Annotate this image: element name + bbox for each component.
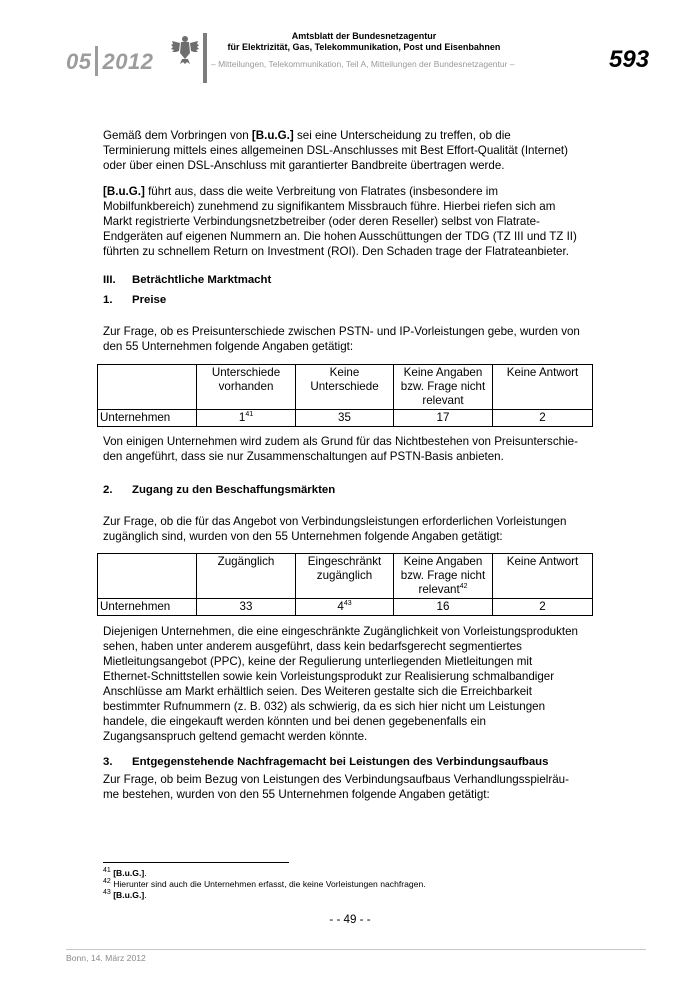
section-2-title: Zugang zu den Beschaffungsmärkten <box>132 484 336 496</box>
table-cell: 16 <box>394 599 493 616</box>
hdr-text: Unterschiede <box>310 380 379 393</box>
section-1-after <box>103 434 603 464</box>
table-header-cell <box>296 554 394 599</box>
s3-line1: Zur Frage, ob beim Bezug von Leistungen des Verbindungsaufbaus Verhandlungsspielräu- <box>103 773 569 786</box>
page-number: 593 <box>609 46 650 73</box>
section-iii-title: Beträchtliche Marktmacht <box>132 274 272 286</box>
table-cell <box>296 599 394 616</box>
p2-name: [B.u.G.] <box>103 185 145 198</box>
footnote-ref: 43 <box>343 600 352 608</box>
section-3-intro <box>103 772 603 802</box>
section-2-intro <box>103 514 603 544</box>
intro-paragraph-2 <box>103 184 603 259</box>
p2-line2: Mobilfunkbereich) zunehmend zu signifikantem Missbrauch führe. Hierbei riefen sich am <box>103 200 556 213</box>
header-subtitle: – Mitteilungen, Telekommunikation, Teil A, Mitteilungen der Bundesnetzagentur – <box>211 59 515 69</box>
s2-after-line: bestimmter Rufnummern (z. B. 032) als schwierig, da es sich hier nicht um Leistungen <box>103 700 546 713</box>
hdr-text: Zugänglich <box>217 555 275 568</box>
hdr-text: Eingeschränkt <box>307 555 382 568</box>
footnote-ref: 42 <box>459 583 468 591</box>
p1-lead: Gemäß dem Vorbringen von <box>103 129 252 142</box>
cell-value: 4 <box>337 600 344 613</box>
footnote-43 <box>103 890 147 900</box>
issue-no: 05 <box>66 49 92 74</box>
hdr-text: Keine <box>329 366 360 379</box>
section-3-heading <box>103 755 548 770</box>
hdr-text: bzw. Frage nicht <box>400 380 486 393</box>
issue-year: 2012 <box>102 49 154 74</box>
issue-number <box>66 46 153 76</box>
table-cell: 35 <box>296 410 394 427</box>
footnote-num: 43 <box>103 889 111 897</box>
table-header-cell <box>493 554 593 599</box>
procurement-access-table <box>97 553 593 616</box>
s1-intro-line2: den 55 Unternehmen folgende Angaben getätigt: <box>103 340 354 353</box>
federal-eagle-icon <box>170 33 200 65</box>
table-header-cell <box>394 365 493 410</box>
footnote-41 <box>103 868 147 878</box>
intro-paragraph-1 <box>103 128 603 173</box>
table-row-label: Unternehmen <box>98 410 197 427</box>
footnote-num: 42 <box>103 878 111 886</box>
s2-after-line: Anschlüsse am Markt erhältlich seien. Des Weiteren gestalte sich die Erreichbarkeit <box>103 685 532 698</box>
section-iii-num: III. <box>103 274 116 286</box>
table-header-cell <box>197 554 296 599</box>
footnote-trail: . <box>144 868 147 878</box>
s2-after-line: handele, die eingekauft werden könnten und bei denen gegebenenfalls ein <box>103 715 486 728</box>
hdr-text: Keine Antwort <box>506 555 579 568</box>
footnote-trail: . <box>144 890 147 900</box>
footer-place-date: Bonn, 14. März 2012 <box>66 953 146 963</box>
section-2-heading <box>103 483 335 498</box>
issue-divider <box>95 46 98 76</box>
s2-after-line: Zugangsanspruch geltend gemacht werden könnte. <box>103 730 368 743</box>
table-header-cell <box>493 365 593 410</box>
s2-after-line: Ethernet-Schnittstellen sowie kein Vorleistungsprodukt zur Realisierung schmalbandiger <box>103 670 555 683</box>
price-difference-table <box>97 364 593 427</box>
footer-rule <box>66 949 646 950</box>
table-corner-cell <box>98 554 197 599</box>
cell-value: 1 <box>238 411 246 424</box>
table-cell: 33 <box>197 599 296 616</box>
table-header-cell <box>394 554 493 599</box>
footnote-text: [B.u.G.] <box>113 890 145 900</box>
hdr-text: bzw. Frage nicht <box>400 569 486 582</box>
table-header-cell <box>296 365 394 410</box>
table-row <box>98 410 593 427</box>
table-cell: 17 <box>394 410 493 427</box>
footnote-42 <box>103 879 426 889</box>
p2-line3: Markt registrierte Verbindungsnetzbetreiber (oder deren Reseller) selbst von Flatrate- <box>103 215 540 228</box>
hdr-text: Unterschiede <box>211 366 281 379</box>
s3-line2: me bestehen, wurden von den 55 Unternehmen folgende Angaben getätigt: <box>103 788 490 801</box>
table-header-row <box>98 365 593 410</box>
s2-after-line: Mietleitungsangebot (PPC), keine der Regulierung unterliegenden Mietleitungen mit <box>103 655 533 668</box>
footnote-ref: 41 <box>245 411 254 419</box>
hdr-text: Keine Angaben <box>403 555 483 568</box>
page-marker: - - 49 - - <box>329 913 371 926</box>
table-header-cell <box>197 365 296 410</box>
section-2-num: 2. <box>103 484 113 496</box>
p1-line1-rest: sei eine Unterscheidung zu treffen, ob die <box>293 129 511 142</box>
p1-line3: oder über einen DSL-Anschluss mit garantierter Bandbreite übertragen werde. <box>103 159 505 172</box>
section-2-after <box>103 624 603 744</box>
table-header-row <box>98 554 593 599</box>
s1-after-line2: den angeführt, dass sie nur Zusammenschaltungen auf PSTN-Basis anbieten. <box>103 450 504 463</box>
hdr-text: vorhanden <box>218 380 274 393</box>
footnote-num: 41 <box>103 867 111 875</box>
footnote-rule <box>103 862 289 863</box>
hdr-text: relevant <box>422 394 464 407</box>
s2-intro-line2: zugänglich sind, wurden von den 55 Unternehmen folgende Angaben getätigt: <box>103 530 503 543</box>
table-cell: 2 <box>493 410 593 427</box>
header-divider <box>203 33 207 83</box>
footnote-text: Hierunter sind auch die Unternehmen erfasst, die keine Vorleistungen nachfragen. <box>113 879 426 889</box>
section-1-heading <box>103 293 166 308</box>
section-1-intro <box>103 324 603 354</box>
header-title <box>214 31 514 53</box>
p1-line2: Terminierung mittels eines allgemeinen DSL-Anschlusses mit Best Effort-Qualität (Internet) <box>103 144 569 157</box>
header-title-line2: für Elektrizität, Gas, Telekommunikation, Post und Eisenbahnen <box>227 42 501 52</box>
section-1-num: 1. <box>103 294 113 306</box>
hdr-text: relevant <box>418 583 460 596</box>
s1-intro-line1: Zur Frage, ob es Preisunterschiede zwischen PSTN- und IP-Vorleistungen gebe, wurden von <box>103 325 580 338</box>
section-1-title: Preise <box>132 294 167 306</box>
hdr-text: zugänglich <box>316 569 373 582</box>
p2-line5: führten zu schnellem Return on Investment (ROI). Den Schaden trage der Flatrateanbieter. <box>103 245 569 258</box>
table-row <box>98 599 593 616</box>
table-cell: 2 <box>493 599 593 616</box>
hdr-text: Keine Antwort <box>506 366 579 379</box>
s2-after-line: sehen, haben unter anderem ausgeführt, dass kein bedarfsgerecht segmentiertes <box>103 640 522 653</box>
s2-after-line: Diejenigen Unternehmen, die eine eingeschränkte Zugänglichkeit von Vorleistungsprodukten <box>103 625 579 638</box>
p1-name: [B.u.G.] <box>251 129 294 142</box>
footnote-text: [B.u.G.] <box>113 868 145 878</box>
table-corner-cell <box>98 365 197 410</box>
section-iii-heading <box>103 273 271 288</box>
header-title-line1: Amtsblatt der Bundesnetzagentur <box>291 31 437 41</box>
section-3-num: 3. <box>103 756 113 768</box>
table-row-label: Unternehmen <box>98 599 197 616</box>
hdr-text: Keine Angaben <box>403 366 483 379</box>
s2-intro-line1: Zur Frage, ob die für das Angebot von Verbindungsleistungen erforderlichen Vorleistungen <box>103 515 567 528</box>
p2-line1-rest: führt aus, dass die weite Verbreitung von Flatrates (insbesondere im <box>144 185 499 198</box>
p2-line4: Endgeräten auf eigenen Nummern an. Die hohen Ausschüttungen der TDG (TZ III und TZ II) <box>103 230 577 243</box>
section-3-title: Entgegenstehende Nachfragemacht bei Leistungen des Verbindungsaufbaus <box>132 756 549 768</box>
s1-after-line1: Von einigen Unternehmen wird zudem als Grund für das Nichtbestehen von Preisunterschie- <box>103 435 578 448</box>
table-cell <box>197 410 296 427</box>
